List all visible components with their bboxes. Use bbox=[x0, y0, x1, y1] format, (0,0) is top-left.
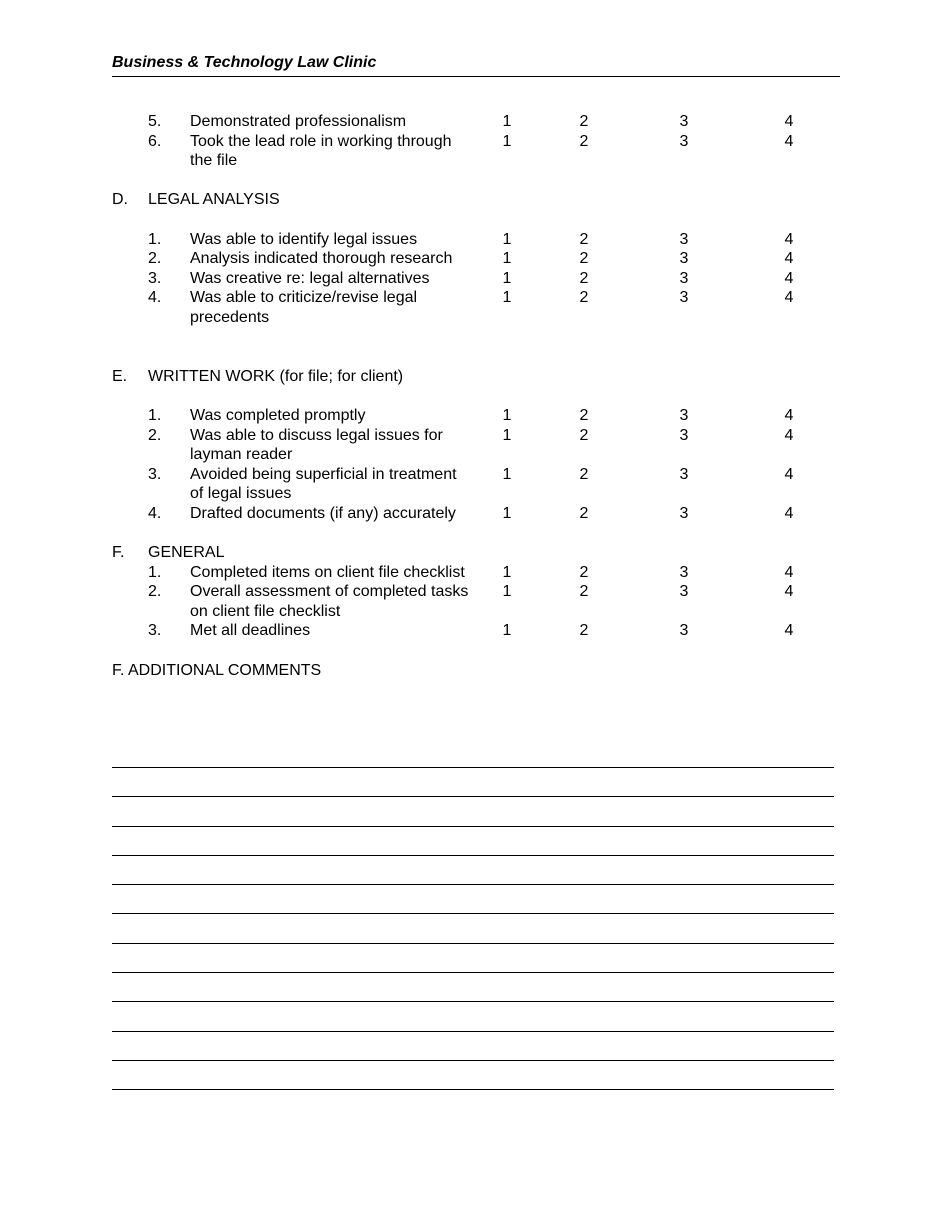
score-1: 1 bbox=[502, 230, 512, 248]
item-number: 1. bbox=[148, 406, 162, 424]
item-text: Avoided being superficial in treatment of legal issues bbox=[190, 465, 457, 503]
comment-line bbox=[112, 767, 834, 768]
score-4: 4 bbox=[784, 132, 794, 150]
comment-line bbox=[112, 1060, 834, 1061]
score-1: 1 bbox=[502, 465, 512, 483]
score-2: 2 bbox=[579, 113, 589, 130]
score-2: 2 bbox=[579, 583, 589, 601]
score-1: 1 bbox=[502, 132, 512, 150]
score-2: 2 bbox=[579, 289, 589, 307]
section-letter: F. bbox=[112, 544, 125, 562]
score-3: 3 bbox=[679, 269, 689, 287]
item-number: 3. bbox=[148, 465, 162, 483]
score-3: 3 bbox=[679, 406, 689, 424]
score-3: 3 bbox=[679, 583, 689, 601]
comment-line bbox=[112, 826, 834, 827]
score-4: 4 bbox=[784, 269, 794, 287]
score-3: 3 bbox=[679, 132, 689, 150]
item-number: 2. bbox=[148, 583, 162, 601]
score-4: 4 bbox=[784, 504, 794, 522]
score-1: 1 bbox=[502, 504, 512, 522]
rating-item bbox=[112, 582, 840, 621]
comment-line bbox=[112, 972, 834, 973]
score-2: 2 bbox=[579, 504, 589, 522]
rating-item bbox=[112, 504, 840, 524]
comment-line bbox=[112, 1031, 834, 1032]
item-text: Took the lead role in working through the file bbox=[190, 132, 452, 170]
score-3: 3 bbox=[679, 250, 689, 268]
section-heading bbox=[112, 543, 840, 563]
score-1: 1 bbox=[502, 622, 512, 640]
section-heading bbox=[112, 367, 840, 387]
continued-items bbox=[112, 112, 840, 171]
score-2: 2 bbox=[579, 250, 589, 268]
score-4: 4 bbox=[784, 113, 794, 130]
item-number: 2. bbox=[148, 250, 162, 268]
rating-item bbox=[112, 426, 840, 465]
comment-line bbox=[112, 913, 834, 914]
comment-line bbox=[112, 884, 834, 885]
clinic-title: Business & Technology Law Clinic bbox=[112, 54, 377, 71]
item-text: Was able to discuss legal issues for layman reader bbox=[190, 426, 443, 464]
rating-item bbox=[112, 563, 840, 583]
item-text: Was creative re: legal alternatives bbox=[190, 269, 430, 287]
score-4: 4 bbox=[784, 563, 794, 581]
rating-item bbox=[112, 269, 840, 289]
score-3: 3 bbox=[679, 622, 689, 640]
section-letter: D. bbox=[112, 191, 128, 209]
rating-item bbox=[112, 112, 840, 132]
score-3: 3 bbox=[679, 230, 689, 248]
score-1: 1 bbox=[502, 289, 512, 307]
item-number: 4. bbox=[148, 504, 162, 522]
score-2: 2 bbox=[579, 426, 589, 444]
comment-line bbox=[112, 796, 834, 797]
evaluation-form bbox=[112, 112, 840, 680]
section-legal-analysis bbox=[112, 190, 840, 327]
item-text: Overall assessment of completed tasks on client file checklist bbox=[190, 583, 469, 620]
rating-item bbox=[112, 288, 840, 327]
score-2: 2 bbox=[579, 622, 589, 640]
score-4: 4 bbox=[784, 250, 794, 268]
section-written-work bbox=[112, 367, 840, 524]
rating-item bbox=[112, 621, 840, 641]
section-heading bbox=[112, 190, 840, 210]
score-4: 4 bbox=[784, 622, 794, 640]
score-1: 1 bbox=[502, 426, 512, 444]
score-2: 2 bbox=[579, 406, 589, 424]
score-2: 2 bbox=[579, 269, 589, 287]
section-title: WRITTEN WORK (for file; for client) bbox=[148, 367, 404, 385]
item-text: Completed items on client file checklist bbox=[190, 563, 465, 581]
rating-item bbox=[112, 132, 840, 171]
score-3: 3 bbox=[679, 465, 689, 483]
item-text: Was able to identify legal issues bbox=[190, 230, 418, 248]
section-title: LEGAL ANALYSIS bbox=[148, 191, 280, 209]
section-general bbox=[112, 543, 840, 641]
comment-line bbox=[112, 1001, 834, 1002]
item-text: Was able to criticize/revise legal precedents bbox=[190, 289, 418, 326]
item-text: Was completed promptly bbox=[190, 406, 366, 424]
score-4: 4 bbox=[784, 230, 794, 248]
rating-item bbox=[112, 406, 840, 426]
score-1: 1 bbox=[502, 250, 512, 268]
score-4: 4 bbox=[784, 426, 794, 444]
score-2: 2 bbox=[579, 563, 589, 581]
score-4: 4 bbox=[784, 289, 794, 307]
item-number: 4. bbox=[148, 289, 162, 307]
score-3: 3 bbox=[679, 426, 689, 444]
comment-line bbox=[112, 943, 834, 944]
item-text: Analysis indicated thorough research bbox=[190, 250, 453, 268]
score-2: 2 bbox=[579, 230, 589, 248]
comment-line bbox=[112, 855, 834, 856]
score-3: 3 bbox=[679, 563, 689, 581]
score-4: 4 bbox=[784, 583, 794, 601]
score-1: 1 bbox=[502, 406, 512, 424]
rating-item bbox=[112, 249, 840, 269]
item-number: 3. bbox=[148, 622, 162, 640]
rating-item bbox=[112, 465, 840, 504]
page-header bbox=[112, 54, 840, 77]
item-number: 3. bbox=[148, 269, 162, 287]
item-number: 6. bbox=[148, 132, 162, 150]
score-1: 1 bbox=[502, 269, 512, 287]
rating-item bbox=[112, 230, 840, 250]
score-3: 3 bbox=[679, 113, 689, 130]
section-title: GENERAL bbox=[148, 544, 225, 562]
item-number: 5. bbox=[148, 113, 162, 130]
additional-comments-heading: F. ADDITIONAL COMMENTS bbox=[112, 661, 322, 679]
score-2: 2 bbox=[579, 132, 589, 150]
item-text: Drafted documents (if any) accurately bbox=[190, 504, 456, 522]
score-4: 4 bbox=[784, 406, 794, 424]
section-letter: E. bbox=[112, 367, 128, 385]
score-4: 4 bbox=[784, 465, 794, 483]
score-2: 2 bbox=[579, 465, 589, 483]
item-text: Demonstrated professionalism bbox=[190, 113, 407, 130]
item-text: Met all deadlines bbox=[190, 622, 311, 640]
score-3: 3 bbox=[679, 504, 689, 522]
item-number: 1. bbox=[148, 563, 162, 581]
comment-lines bbox=[112, 767, 834, 1119]
score-1: 1 bbox=[502, 563, 512, 581]
comment-line bbox=[112, 1089, 834, 1090]
score-1: 1 bbox=[502, 583, 512, 601]
score-1: 1 bbox=[502, 113, 512, 130]
score-3: 3 bbox=[679, 289, 689, 307]
item-number: 2. bbox=[148, 426, 162, 444]
item-number: 1. bbox=[148, 230, 162, 248]
